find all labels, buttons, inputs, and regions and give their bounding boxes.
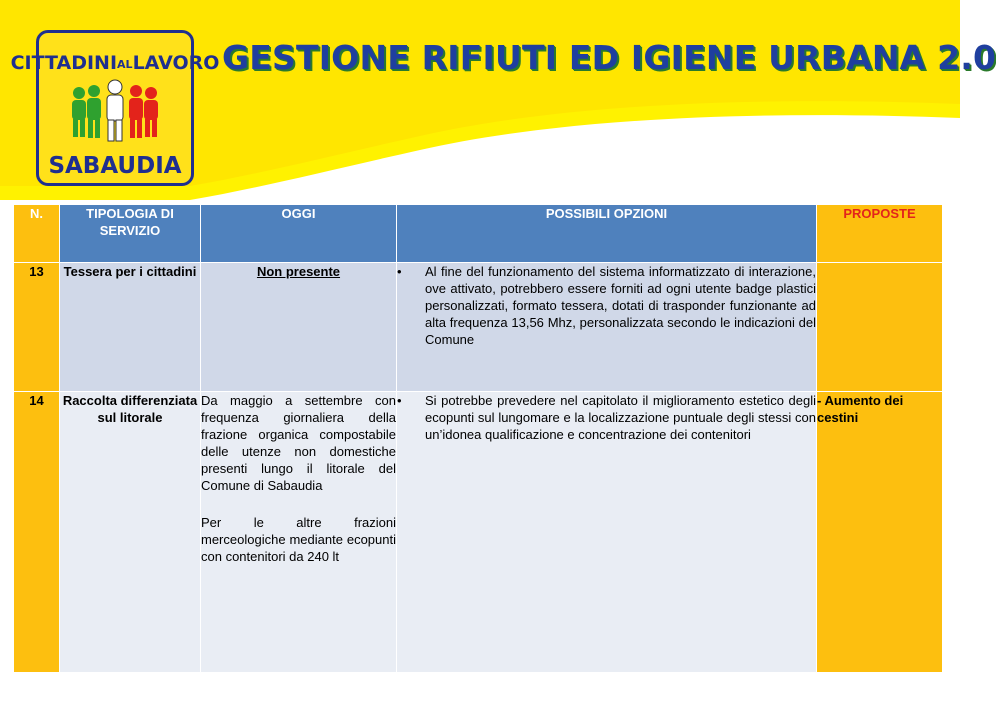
column-header-oggi: OGGI bbox=[201, 205, 397, 263]
row-proposte: - Aumento dei cestini bbox=[817, 392, 943, 673]
column-header-n: N. bbox=[14, 205, 60, 263]
bullet-icon: • bbox=[397, 393, 402, 408]
bullet-icon: • bbox=[397, 264, 402, 279]
row-number: 13 bbox=[14, 263, 60, 392]
people-figures-icon bbox=[72, 80, 158, 141]
logo-top-text: CITTADINI bbox=[10, 52, 118, 74]
table-row bbox=[14, 392, 943, 673]
row-opzioni-cell bbox=[397, 392, 817, 673]
row-oggi-paragraph-1: Da maggio a settembre con frequenza giornaliera della frazione organica compostabile delle utenze non domestiche presenti lungo il litorale del Comune di Sabaudia bbox=[201, 393, 396, 493]
row-number: 14 bbox=[14, 392, 60, 673]
row-tipologia: Tessera per i cittadini bbox=[60, 263, 201, 392]
row-oggi: Non presente bbox=[256, 264, 341, 279]
row-opzioni: Al fine del funzionamento del sistema informatizzato di interazione, ove attivato, potrebbero essere forniti ad ogni utente badge plastici personalizzati, formato tessera, dotati di trasponder funzionante ad alta frequenza 13,56 Mhz, personalizzata secondo le indicazioni del Comune bbox=[425, 264, 816, 347]
cittadini-al-lavoro-logo bbox=[10, 30, 220, 186]
column-header-opzioni: POSSIBILI OPZIONI bbox=[397, 205, 817, 263]
column-header-proposte: PROPOSTE bbox=[817, 205, 943, 263]
row-opzioni-cell bbox=[397, 263, 817, 392]
row-oggi-paragraph-2: Per le altre frazioni merceologiche mediante ecopunti con contenitori da 240 lt bbox=[201, 515, 396, 564]
bullet-item bbox=[397, 263, 816, 348]
svg-text:CITTADINIALLAVORO bbox=[11, 52, 220, 74]
logo-top-text2: LAVORO bbox=[132, 52, 220, 74]
row-oggi-cell bbox=[201, 263, 397, 392]
logo-mid-text: AL bbox=[117, 58, 133, 71]
row-tipologia: Raccolta differenziata sul litorale bbox=[60, 392, 201, 673]
row-oggi-cell bbox=[201, 392, 397, 673]
logo-bottom-text: SABAUDIA bbox=[48, 153, 182, 179]
services-table bbox=[13, 204, 943, 673]
column-header-tipologia: TIPOLOGIA DI SERVIZIO bbox=[60, 205, 201, 263]
page-title: GESTIONE RIFIUTI ED IGIENE URBANA 2.0 bbox=[222, 38, 996, 77]
row-proposte bbox=[817, 263, 943, 392]
row-opzioni: Si potrebbe prevedere nel capitolato il miglioramento estetico degli ecopunti sul lungomare e la localizzazione puntuale degli stessi con un’idonea qualificazione e concentrazione dei contenitori bbox=[425, 393, 816, 442]
table-row bbox=[14, 263, 943, 392]
table-header-row bbox=[14, 205, 943, 263]
bullet-item bbox=[397, 392, 816, 443]
